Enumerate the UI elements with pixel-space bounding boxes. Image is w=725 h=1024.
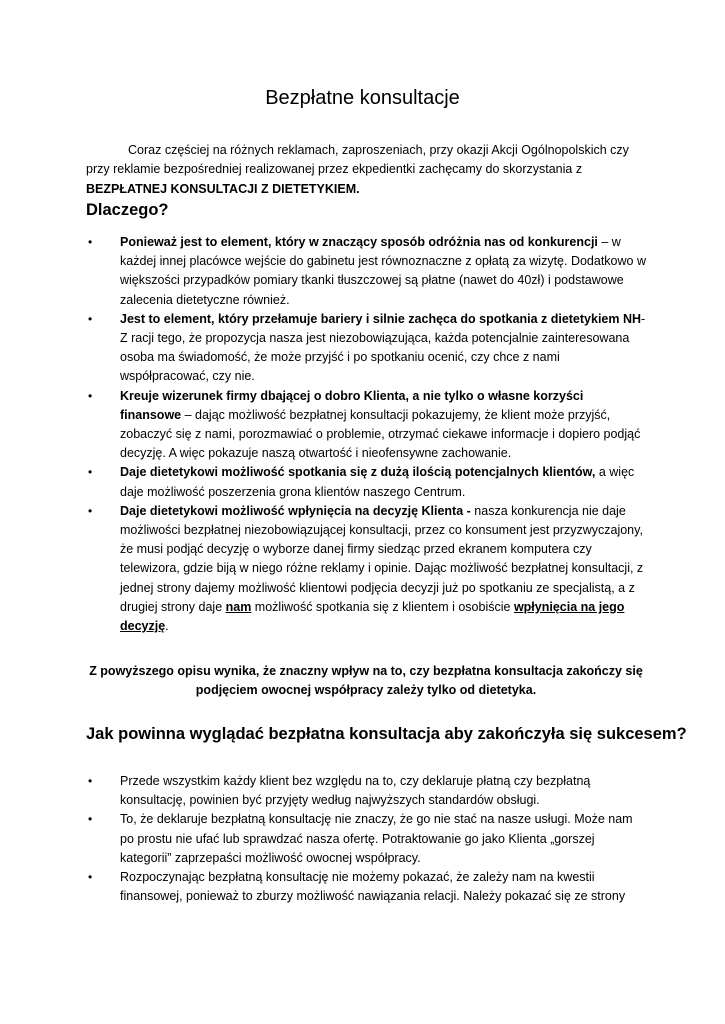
list-item: • Przede wszystkim każdy klient bez względu na to, czy deklaruje płatną czy bezpłatną konsultację, powinien być przyjęty według najwyższych standardów obsługi. [88,774,591,808]
summary-paragraph: Z powyższego opisu wynika, że znaczny wpływ na to, czy bezpłatna konsultacja zakończy się podjęciem owocnej współpracy zależy tylko od dietetyka. [89,663,643,697]
page-title: Bezpłatne konsultacje [265,87,460,109]
why-list [86,233,646,636]
list-item: • To, że deklaruje bezpłatną konsultację nie znaczy, że go nie stać na nasze usługi. Może nam po prostu nie ufać lub sprawdzać nasza ofertę. Potraktowanie go jako Klienta „gorszej kategorii” zaprzepaści możliwość owocnej współpracy. [88,812,633,865]
how-list [86,772,646,906]
how-heading: Jak powinna wyglądać bezpłatna konsultacja aby zakończyła się sukcesem? [86,725,687,743]
list-item: • Daje dietetykowi możliwość spotkania się z dużą ilością potencjalnych klientów, a więc daje możliwość poszerzenia grona klientów naszego Centrum. [88,465,635,499]
bullet-icon: • [88,812,93,827]
intro-paragraph: Coraz częściej na różnych reklamach, zaproszeniach, przy okazji Akcji Ogólnopolskich czy przy reklamie bezpośredniej realizowanej przez ekpedientki zachęcamy do skorzystania z BEZPŁATNEJ KONSULTACJI Z DIETETYKIEM. [86,142,629,196]
list-item: • Jest to element, który przełamuje bariery i silnie zachęca do spotkania z dietetykiem NH- Z racji tego, że propozycja nasza jest niezobowiązująca, każda potencjalnie zainteresowana osoba ma świadomość, że może przyjść i po spotkaniu ocenić, czy chce z nami współpracować, czy nie. [88,311,646,384]
list-item: • Rozpoczynając bezpłatną konsultację nie możemy pokazać, że zależy nam na kwestii finansowej, ponieważ to zburzy możliwość nawiązania relacji. Należy pokazać się ze strony [88,870,626,904]
list-item: • Kreuje wizerunek firmy dbającej o dobro Klienta, a nie tylko o własne korzyści finansowe – dając możliwość bezpłatnej konsultacji pokazujemy, że klient może przyjść, zobaczyć się z nami, porozmawiać o problemie, otrzymać ciekawe informacje i dopiero podjąć decyzję. A więc pokazuje naszą otwartość i nieofensywne zachowanie. [88,388,641,461]
bullet-icon: • [88,388,93,403]
bullet-icon: • [88,503,93,518]
bullet-icon: • [88,465,93,480]
why-heading: Dlaczego? [86,201,169,219]
bullet-icon: • [88,774,93,788]
list-item: • Daje dietetykowi możliwość wpłynięcia na decyzję Klienta - nasza konkurencja nie daje możliwości bezpłatnej niezobowiązującej konsultacji, przez co konsument jest przyzwyczajony, że musi podjąć decyzję o wyborze danej firmy siedząc przed ekranem komputera czy telewizora, gdzie biją w niego różne reklamy i opinie. Dając możliwość bezpłatnej konsultacji, z jednej strony dajemy możliwość klientowi podjęcia decyzji już po spotkaniu ze specjalistą, a z drugiej strony daje nam możliwość spotkania się z klientem i osobiście wpłynięcia na jego decyzję. [88,503,644,634]
bullet-icon: • [88,870,93,885]
bullet-icon: • [88,235,93,249]
list-item: • Ponieważ jest to element, który w znaczący sposób odróżnia nas od konkurencji – w każdej innej placówce wejście do gabinetu jest równoznaczne z opłatą za wizytę. Dodatkowo w większości przypadków pomiary tkanki tłuszczowej są płatne (nawet do 40zł) i podstawowe zalecenia dietetyczne również. [88,235,646,307]
bullet-icon: • [88,311,93,326]
